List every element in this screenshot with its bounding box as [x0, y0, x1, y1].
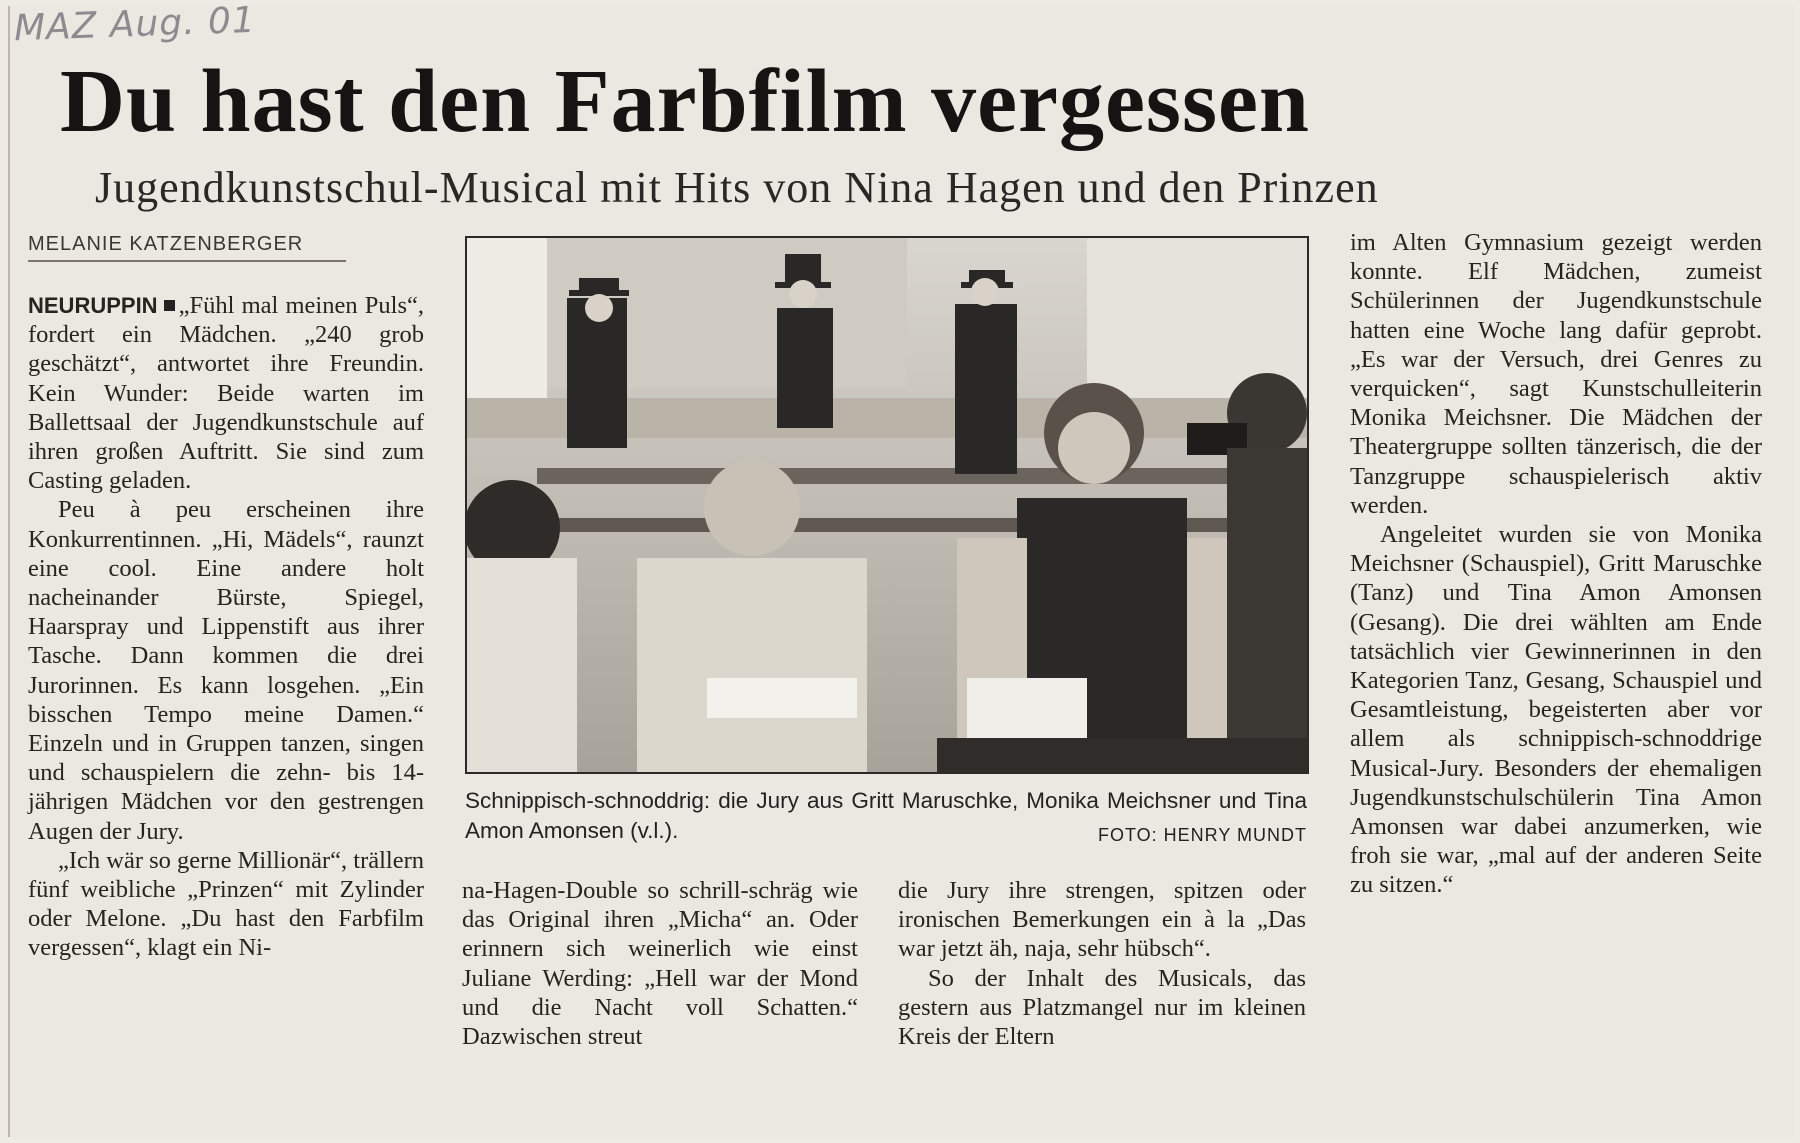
headline: Du hast den Farbfilm vergessen — [60, 52, 1310, 151]
paragraph: na-Hagen-Double so schrill-schräg wie das Original ihren „Micha“ an. Oder erinnern sich weinerlich wie einst Juliane Werding: „Hell war der Mond und die Nacht voll Schatten.“ Dazwischen streut — [462, 877, 858, 1051]
dateline: NEURUPPIN — [28, 293, 158, 318]
article-photo — [465, 236, 1309, 774]
article-column-1 — [28, 291, 424, 1091]
handwritten-note: MAZ Aug. 01 — [13, 0, 257, 50]
paragraph: Angeleitet wurden sie von Monika Meichsner (Schauspiel), Gritt Maruschke (Tanz) und Tina Amon Amonsen (Gesang). Die drei wählten am Ende tatsächlich vier Gewinnerinnen in den Kategorien Tanz, Gesang, Schauspiel und Gesamtleistung, begeisterten aber vor allem als schnippisch-schnoddrige Musical-Jury. Besonders der ehemaligen Jugendkunstschulschülerin Tina Amon Amonsen war dabei anzumerken, wie froh sie war, „mal auf der anderen Seite zu sitzen.“ — [1350, 521, 1762, 899]
author-byline: MELANIE KATZENBERGER — [28, 233, 346, 262]
paragraph: im Alten Gymnasium gezeigt werden konnte. Elf Mädchen, zumeist Schülerinnen der Jugendkunstschule hatten eine Woche lang dafür geprobt. „Es war der Versuch, drei Genres zu verquicken“, sagt Kunstschulleiterin Monika Meichsner. Die Mädchen der Theatergruppe sollten tänzerisch, die der Tanzgruppe schauspielerisch aktiv werden. — [1350, 229, 1762, 519]
paragraph: „Fühl mal meinen Puls“, fordert ein Mädchen. „240 grob geschätzt“, antwortet ihre Freundin. Kein Wunder: Beide warten im Ballettsaal der Jugendkunstschule auf ihren großen Auftritt. Sie sind zum Casting geladen. — [28, 292, 424, 495]
photo-jury-illustration — [467, 238, 1307, 772]
paragraph: So der Inhalt des Musicals, das gestern aus Platzmangel nur im kleinen Kreis der Eltern — [898, 964, 1306, 1051]
photo-caption — [465, 786, 1307, 850]
dateline-square-icon — [164, 300, 175, 311]
article-column-2 — [462, 876, 858, 1091]
caption-text: Schnippisch-schnoddrig: die Jury aus Gritt Maruschke, Monika Meichsner und Tina Amon Amonsen (v.l.). — [465, 788, 1307, 843]
first-paragraph — [28, 291, 424, 495]
paragraph: Peu à peu erscheinen ihre Konkurrentinnen. „Hi, Mädels“, raunzt eine cool. Eine andere holt nacheinander Bürste, Spiegel, Haarspray und Lippenstift aus ihrer Tasche. Dann kommen die drei Jurorinnen. Es kann losgehen. „Ein bisschen Tempo meine Damen.“ Einzeln und in Gruppen tanzen, singen und schauspielern die zehn- bis 14-jährigen Mädchen vor den gestrengen Augen der Jury. — [28, 496, 424, 845]
article-column-4 — [1350, 228, 1762, 1088]
article-column-3 — [898, 876, 1306, 1091]
photo-credit: FOTO: HENRY MUNDT — [1097, 825, 1307, 845]
paragraph: die Jury ihre strengen, spitzen oder ironischen Bemerkungen ein à la „Das war jetzt äh, naja, sehr hübsch“. — [898, 877, 1306, 963]
paragraph: „Ich wär so gerne Millionär“, trällern fünf weibliche „Prinzen“ mit Zylinder oder Melone. „Du hast den Farbfilm vergessen“, klagt ein Ni- — [28, 846, 424, 962]
subheadline: Jugendkunstschul-Musical mit Hits von Nina Hagen und den Prinzen — [95, 163, 1379, 212]
